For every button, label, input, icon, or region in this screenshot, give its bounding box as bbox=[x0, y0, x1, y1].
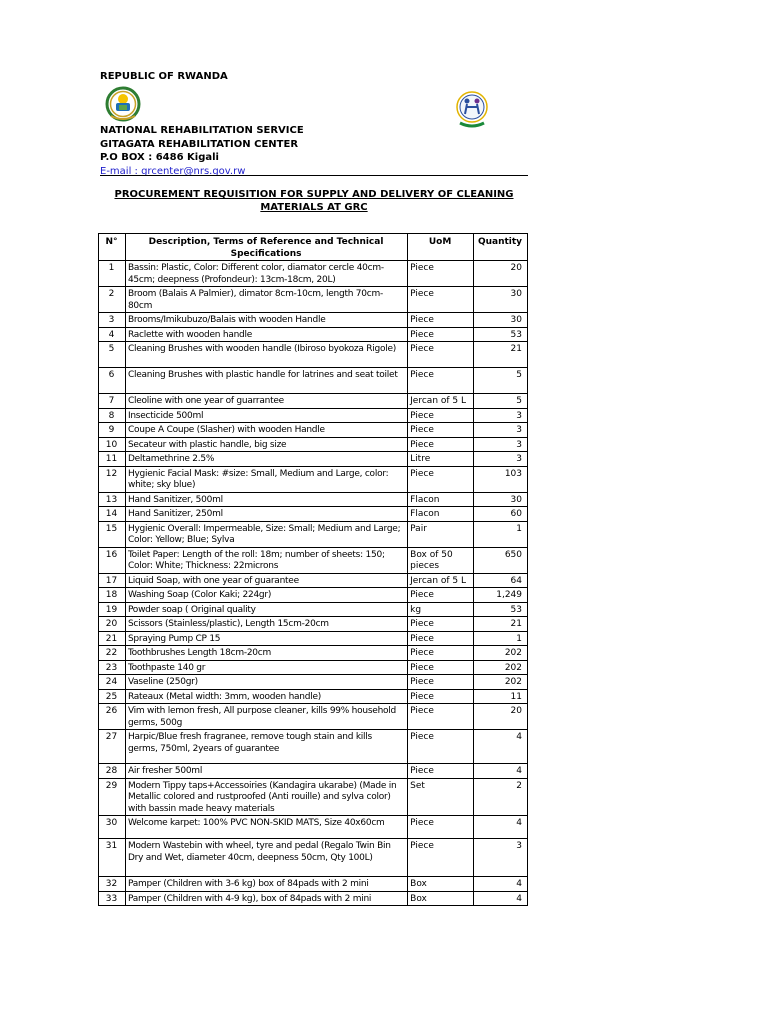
row-number: 8 bbox=[99, 408, 126, 423]
row-quantity: 60 bbox=[474, 507, 528, 522]
table-row bbox=[99, 602, 528, 617]
table-row bbox=[99, 764, 528, 779]
row-description: Coupe A Coupe (Slasher) with wooden Handle bbox=[125, 423, 407, 438]
row-uom: Jercan of 5 L bbox=[408, 394, 474, 409]
table-row bbox=[99, 689, 528, 704]
row-number: 27 bbox=[99, 730, 126, 764]
row-uom: Piece bbox=[408, 342, 474, 368]
row-uom: Piece bbox=[408, 730, 474, 764]
row-number: 24 bbox=[99, 675, 126, 690]
table-row bbox=[99, 877, 528, 892]
column-header-description: Description, Terms of Reference and Technical Specifications bbox=[125, 234, 407, 261]
row-description: Raclette with wooden handle bbox=[125, 327, 407, 342]
row-number: 2 bbox=[99, 287, 126, 313]
row-description: Spraying Pump CP 15 bbox=[125, 631, 407, 646]
table-row bbox=[99, 452, 528, 467]
table-row bbox=[99, 660, 528, 675]
row-uom: Jercan of 5 L bbox=[408, 573, 474, 588]
row-uom: Box of 50 pieces bbox=[408, 547, 474, 573]
row-number: 31 bbox=[99, 839, 126, 877]
table-row bbox=[99, 730, 528, 764]
table-row bbox=[99, 631, 528, 646]
row-number: 15 bbox=[99, 521, 126, 547]
row-description: Cleaning Brushes with plastic handle for latrines and seat toilet bbox=[125, 368, 407, 394]
row-uom: Pair bbox=[408, 521, 474, 547]
column-header-uom: UoM bbox=[408, 234, 474, 261]
row-uom: Box bbox=[408, 891, 474, 906]
row-description: Hand Sanitizer, 500ml bbox=[125, 492, 407, 507]
row-uom: Piece bbox=[408, 588, 474, 603]
table-row bbox=[99, 368, 528, 394]
row-quantity: 53 bbox=[474, 327, 528, 342]
row-description: Hygienic Overall: Impermeable, Size: Small; Medium and Large; Color: Yellow; Blue; Sylva bbox=[125, 521, 407, 547]
row-number: 25 bbox=[99, 689, 126, 704]
row-quantity: 202 bbox=[474, 675, 528, 690]
row-description: Powder soap ( Original quality bbox=[125, 602, 407, 617]
row-uom: Piece bbox=[408, 839, 474, 877]
row-uom: Piece bbox=[408, 675, 474, 690]
row-number: 18 bbox=[99, 588, 126, 603]
row-uom: Piece bbox=[408, 631, 474, 646]
row-number: 11 bbox=[99, 452, 126, 467]
column-header-no: N° bbox=[99, 234, 126, 261]
document-title bbox=[100, 188, 528, 214]
row-description: Vim with lemon fresh, All purpose cleaner, kills 99% household germs, 500g bbox=[125, 704, 407, 730]
row-quantity: 4 bbox=[474, 877, 528, 892]
row-uom: Box bbox=[408, 877, 474, 892]
table-row bbox=[99, 408, 528, 423]
row-uom: Piece bbox=[408, 646, 474, 661]
column-header-quantity: Quantity bbox=[474, 234, 528, 261]
row-quantity: 20 bbox=[474, 704, 528, 730]
row-quantity: 11 bbox=[474, 689, 528, 704]
row-uom: Piece bbox=[408, 816, 474, 839]
row-quantity: 53 bbox=[474, 602, 528, 617]
row-uom: Piece bbox=[408, 287, 474, 313]
table-row bbox=[99, 437, 528, 452]
table-header-row bbox=[99, 234, 528, 261]
row-description: Scissors (Stainless/plastic), Length 15cm-20cm bbox=[125, 617, 407, 632]
table-row bbox=[99, 313, 528, 328]
row-quantity: 64 bbox=[474, 573, 528, 588]
email-link[interactable]: E-mail : grcenter@nrs.gov.rw bbox=[100, 165, 246, 177]
row-quantity: 2 bbox=[474, 778, 528, 816]
row-number: 33 bbox=[99, 891, 126, 906]
table-row bbox=[99, 492, 528, 507]
row-number: 28 bbox=[99, 764, 126, 779]
row-number: 20 bbox=[99, 617, 126, 632]
row-uom: Flacon bbox=[408, 492, 474, 507]
row-uom: Flacon bbox=[408, 507, 474, 522]
row-uom: Piece bbox=[408, 617, 474, 632]
table-row bbox=[99, 588, 528, 603]
row-number: 1 bbox=[99, 261, 126, 287]
row-quantity: 1 bbox=[474, 631, 528, 646]
row-description: Deltamethrine 2.5% bbox=[125, 452, 407, 467]
title-line-1: PROCUREMENT REQUISITION FOR SUPPLY AND DELIVERY OF CLEANING bbox=[114, 189, 514, 200]
table-row bbox=[99, 394, 528, 409]
row-number: 19 bbox=[99, 602, 126, 617]
row-number: 14 bbox=[99, 507, 126, 522]
row-uom: Piece bbox=[408, 368, 474, 394]
row-uom: Piece bbox=[408, 466, 474, 492]
table-row bbox=[99, 617, 528, 632]
table-row bbox=[99, 573, 528, 588]
row-uom: Set bbox=[408, 778, 474, 816]
table-row bbox=[99, 521, 528, 547]
row-quantity: 3 bbox=[474, 839, 528, 877]
row-description: Modern Wastebin with wheel, tyre and pedal (Regalo Twin Bin Dry and Wet, diameter 40cm, deepness 50cm, Qty 100L) bbox=[125, 839, 407, 877]
row-description: Washing Soap (Color Kaki; 224gr) bbox=[125, 588, 407, 603]
row-description: Cleaning Brushes with wooden handle (Ibiroso byokoza Rigole) bbox=[125, 342, 407, 368]
row-description: Vaseline (250gr) bbox=[125, 675, 407, 690]
row-description: Air fresher 500ml bbox=[125, 764, 407, 779]
row-quantity: 3 bbox=[474, 423, 528, 438]
row-description: Hand Sanitizer, 250ml bbox=[125, 507, 407, 522]
row-uom: Piece bbox=[408, 689, 474, 704]
row-quantity: 650 bbox=[474, 547, 528, 573]
row-number: 23 bbox=[99, 660, 126, 675]
table-row bbox=[99, 342, 528, 368]
row-number: 16 bbox=[99, 547, 126, 573]
row-description: Secateur with plastic handle, big size bbox=[125, 437, 407, 452]
row-description: Liquid Soap, with one year of guarantee bbox=[125, 573, 407, 588]
row-number: 22 bbox=[99, 646, 126, 661]
table-row bbox=[99, 891, 528, 906]
row-quantity: 5 bbox=[474, 368, 528, 394]
row-quantity: 4 bbox=[474, 730, 528, 764]
row-quantity: 3 bbox=[474, 408, 528, 423]
table-row bbox=[99, 675, 528, 690]
row-number: 21 bbox=[99, 631, 126, 646]
title-line-2: MATERIALS AT GRC bbox=[260, 202, 368, 213]
row-quantity: 20 bbox=[474, 261, 528, 287]
row-number: 30 bbox=[99, 816, 126, 839]
table-row bbox=[99, 839, 528, 877]
row-quantity: 21 bbox=[474, 617, 528, 632]
table-row bbox=[99, 547, 528, 573]
row-quantity: 3 bbox=[474, 452, 528, 467]
row-quantity: 4 bbox=[474, 891, 528, 906]
center-name: GITAGATA REHABILITATION CENTER bbox=[100, 138, 299, 150]
letterhead-country bbox=[100, 71, 228, 82]
table-row bbox=[99, 816, 528, 839]
row-description: Modern Tippy taps+Accessoiries (Kandagira ukarabe) (Made in Metallic colored and rustproofed (Anti rouille) and sylva color) with bassin made heavy materials bbox=[125, 778, 407, 816]
organization-block bbox=[100, 124, 304, 178]
row-description: Harpic/Blue fresh fragranee, remove tough stain and kills germs, 750ml, 2years of guarantee bbox=[125, 730, 407, 764]
row-number: 32 bbox=[99, 877, 126, 892]
row-number: 13 bbox=[99, 492, 126, 507]
po-box: P.O BOX : 6486 Kigali bbox=[100, 152, 219, 163]
table-row bbox=[99, 507, 528, 522]
row-quantity: 4 bbox=[474, 764, 528, 779]
coat-of-arms-logo bbox=[105, 86, 141, 122]
row-description: Hygienic Facial Mask: #size: Small, Medium and Large, color: white; sky blue) bbox=[125, 466, 407, 492]
row-description: Rateaux (Metal width: 3mm, wooden handle) bbox=[125, 689, 407, 704]
row-uom: Litre bbox=[408, 452, 474, 467]
row-quantity: 202 bbox=[474, 646, 528, 661]
row-quantity: 103 bbox=[474, 466, 528, 492]
row-quantity: 5 bbox=[474, 394, 528, 409]
row-quantity: 30 bbox=[474, 492, 528, 507]
row-number: 10 bbox=[99, 437, 126, 452]
row-description: Welcome karpet: 100% PVC NON-SKID MATS, Size 40x60cm bbox=[125, 816, 407, 839]
row-number: 12 bbox=[99, 466, 126, 492]
row-number: 6 bbox=[99, 368, 126, 394]
row-uom: Piece bbox=[408, 660, 474, 675]
row-description: Brooms/Imikubuzo/Balais with wooden Handle bbox=[125, 313, 407, 328]
table-row bbox=[99, 261, 528, 287]
row-number: 17 bbox=[99, 573, 126, 588]
row-description: Bassin: Plastic, Color: Different color, diamator cercle 40cm-45cm; deepness (Profondeur): 13cm-18cm, 20L) bbox=[125, 261, 407, 287]
table-row bbox=[99, 778, 528, 816]
row-description: Toothbrushes Length 18cm-20cm bbox=[125, 646, 407, 661]
row-description: Insecticide 500ml bbox=[125, 408, 407, 423]
row-uom: kg bbox=[408, 602, 474, 617]
table-row bbox=[99, 327, 528, 342]
row-quantity: 21 bbox=[474, 342, 528, 368]
country-name: REPUBLIC OF RWANDA bbox=[100, 71, 228, 82]
row-number: 4 bbox=[99, 327, 126, 342]
row-description: Cleoline with one year of guarrantee bbox=[125, 394, 407, 409]
requisition-table bbox=[98, 233, 528, 906]
row-quantity: 1 bbox=[474, 521, 528, 547]
row-description: Pamper (Children with 3-6 kg) box of 84pads with 2 mini bbox=[125, 877, 407, 892]
row-number: 5 bbox=[99, 342, 126, 368]
header-divider bbox=[100, 175, 528, 176]
row-number: 29 bbox=[99, 778, 126, 816]
row-description: Toilet Paper: Length of the roll: 18m; number of sheets: 150; Color: White; Thickness: 22microns bbox=[125, 547, 407, 573]
row-uom: Piece bbox=[408, 408, 474, 423]
row-uom: Piece bbox=[408, 423, 474, 438]
row-number: 9 bbox=[99, 423, 126, 438]
row-quantity: 202 bbox=[474, 660, 528, 675]
row-quantity: 4 bbox=[474, 816, 528, 839]
table-row bbox=[99, 287, 528, 313]
organization-name: NATIONAL REHABILITATION SERVICE bbox=[100, 125, 304, 136]
row-description: Pamper (Children with 4-9 kg), box of 84pads with 2 mini bbox=[125, 891, 407, 906]
row-quantity: 30 bbox=[474, 313, 528, 328]
nrs-emblem-logo bbox=[452, 89, 492, 129]
table-row bbox=[99, 423, 528, 438]
row-description: Broom (Balais A Palmier), dimator 8cm-10cm, length 70cm-80cm bbox=[125, 287, 407, 313]
table-body bbox=[99, 261, 528, 906]
row-quantity: 1,249 bbox=[474, 588, 528, 603]
row-quantity: 30 bbox=[474, 287, 528, 313]
table-row bbox=[99, 466, 528, 492]
row-uom: Piece bbox=[408, 764, 474, 779]
row-number: 3 bbox=[99, 313, 126, 328]
table-row bbox=[99, 704, 528, 730]
row-quantity: 3 bbox=[474, 437, 528, 452]
row-number: 7 bbox=[99, 394, 126, 409]
row-uom: Piece bbox=[408, 261, 474, 287]
row-uom: Piece bbox=[408, 313, 474, 328]
table-row bbox=[99, 646, 528, 661]
row-uom: Piece bbox=[408, 327, 474, 342]
row-uom: Piece bbox=[408, 704, 474, 730]
row-uom: Piece bbox=[408, 437, 474, 452]
row-description: Toothpaste 140 gr bbox=[125, 660, 407, 675]
row-number: 26 bbox=[99, 704, 126, 730]
